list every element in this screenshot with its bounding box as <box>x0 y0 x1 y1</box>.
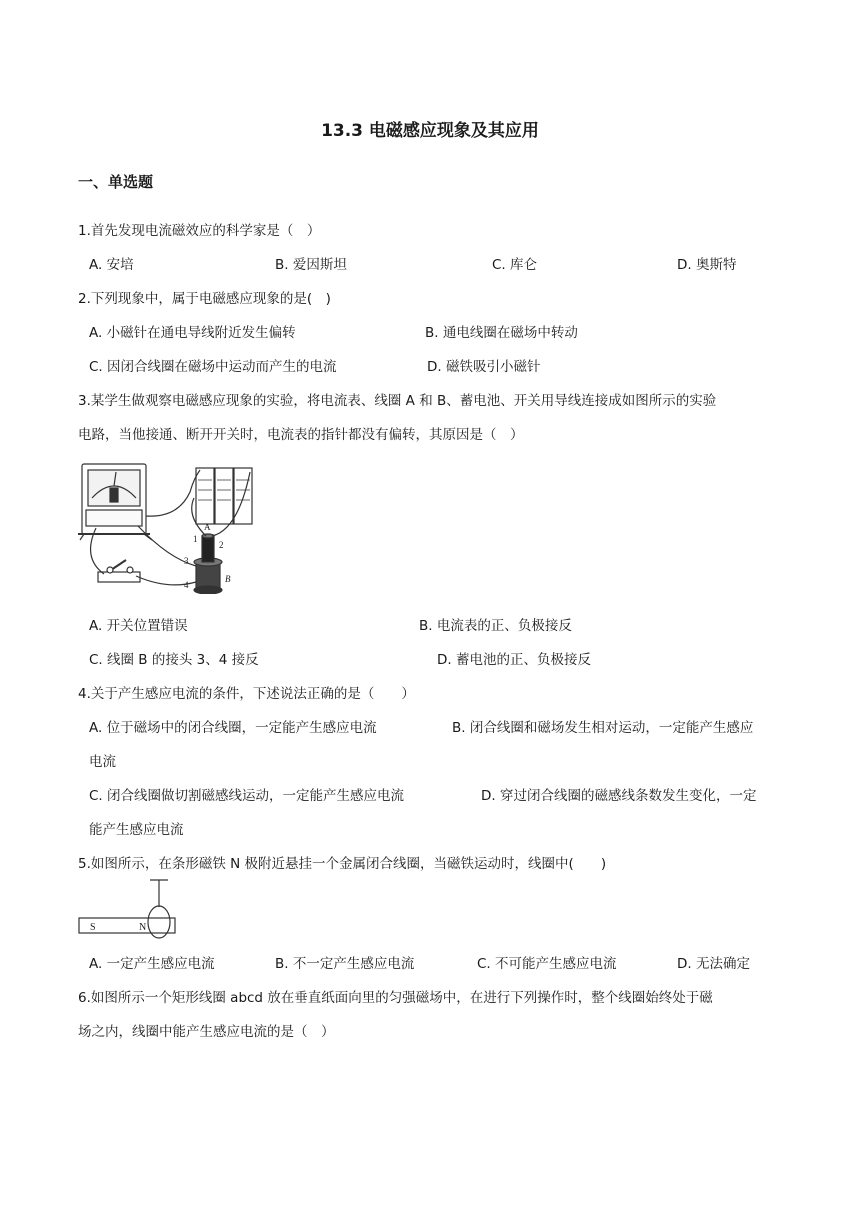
question-6-stem-line2: 场之内，线圈中能产生感应电流的是（ ） <box>78 1024 335 1040</box>
question-5-stem: 5.如图所示，在条形磁铁 N 极附近悬挂一个金属闭合线圈，当磁铁运动时，线圈中( ) <box>78 856 607 872</box>
page-title: 13.3 电磁感应现象及其应用 <box>321 121 539 141</box>
q4-option-b-line2: 电流 <box>89 754 116 770</box>
q3-option-c: C. 线圈 B 的接头 3、4 接反 <box>89 652 259 668</box>
terminal-3-label: 3 <box>184 556 189 566</box>
q5-option-d: D. 无法确定 <box>677 956 750 972</box>
section-heading: 一、单选题 <box>78 173 154 191</box>
q1-option-b: B. 爱因斯坦 <box>275 257 347 273</box>
terminal-4-label: 4 <box>184 580 189 590</box>
terminal-2-label: 2 <box>219 540 224 550</box>
battery-cell-2 <box>215 468 233 524</box>
terminal-1-label: 1 <box>193 534 198 544</box>
q4-option-d-line2: 能产生感应电流 <box>89 822 184 838</box>
q3-option-a: A. 开关位置错误 <box>89 618 188 634</box>
q5-option-c: C. 不可能产生感应电流 <box>477 956 617 972</box>
coil-b-label: B <box>225 574 231 584</box>
q1-option-d: D. 奥斯特 <box>677 257 737 273</box>
q5-option-b: B. 不一定产生感应电流 <box>275 956 415 972</box>
question-6-stem-line1: 6.如图所示一个矩形线圈 abcd 放在垂直纸面向里的匀强磁场中，在进行下列操作时，整个线圈始终处于磁 <box>78 990 713 1006</box>
q4-option-b-line1: B. 闭合线圈和磁场发生相对运动，一定能产生感应 <box>452 720 754 736</box>
q4-option-a: A. 位于磁场中的闭合线圈，一定能产生感应电流 <box>89 720 377 736</box>
q4-option-d-line1: D. 穿过闭合线圈的磁感线条数发生变化，一定 <box>481 788 757 804</box>
question-3-stem-line1: 3.某学生做观察电磁感应现象的实验，将电流表、线圈 A 和 B、蓄电池、开关用导线连接成如图所示的实验 <box>78 393 717 409</box>
q3-option-b: B. 电流表的正、负极接反 <box>419 618 572 634</box>
question-3-stem-line2: 电路，当他接通、断开开关时，电流表的指针都没有偏转，其原因是（ ） <box>78 427 524 443</box>
question-1-stem: 1.首先发现电流磁效应的科学家是（ ） <box>78 223 321 239</box>
circuit-figure <box>78 458 258 594</box>
q2-option-d: D. 磁铁吸引小磁针 <box>427 359 541 375</box>
q2-option-c: C. 因闭合线圈在磁场中运动而产生的电流 <box>89 359 337 375</box>
question-2-stem: 2.下列现象中，属于电磁感应现象的是( ) <box>78 291 331 307</box>
q4-option-c: C. 闭合线圈做切割磁感线运动，一定能产生感应电流 <box>89 788 405 804</box>
coil-a <box>202 536 214 562</box>
magnet-s-label: S <box>90 922 96 933</box>
magnet-figure <box>78 877 178 939</box>
coil-a-label: A <box>204 522 211 532</box>
q1-option-a: A. 安培 <box>89 257 134 273</box>
question-4-stem: 4.关于产生感应电流的条件，下述说法正确的是（ ） <box>78 686 415 702</box>
magnet-n-label: N <box>139 922 147 933</box>
q3-option-d: D. 蓄电池的正、负极接反 <box>437 652 591 668</box>
battery-cell-1 <box>196 468 214 524</box>
q5-option-a: A. 一定产生感应电流 <box>89 956 215 972</box>
q1-option-c: C. 库仑 <box>492 257 538 273</box>
q2-option-b: B. 通电线圈在磁场中转动 <box>425 325 578 341</box>
q2-option-a: A. 小磁针在通电导线附近发生偏转 <box>89 325 296 341</box>
